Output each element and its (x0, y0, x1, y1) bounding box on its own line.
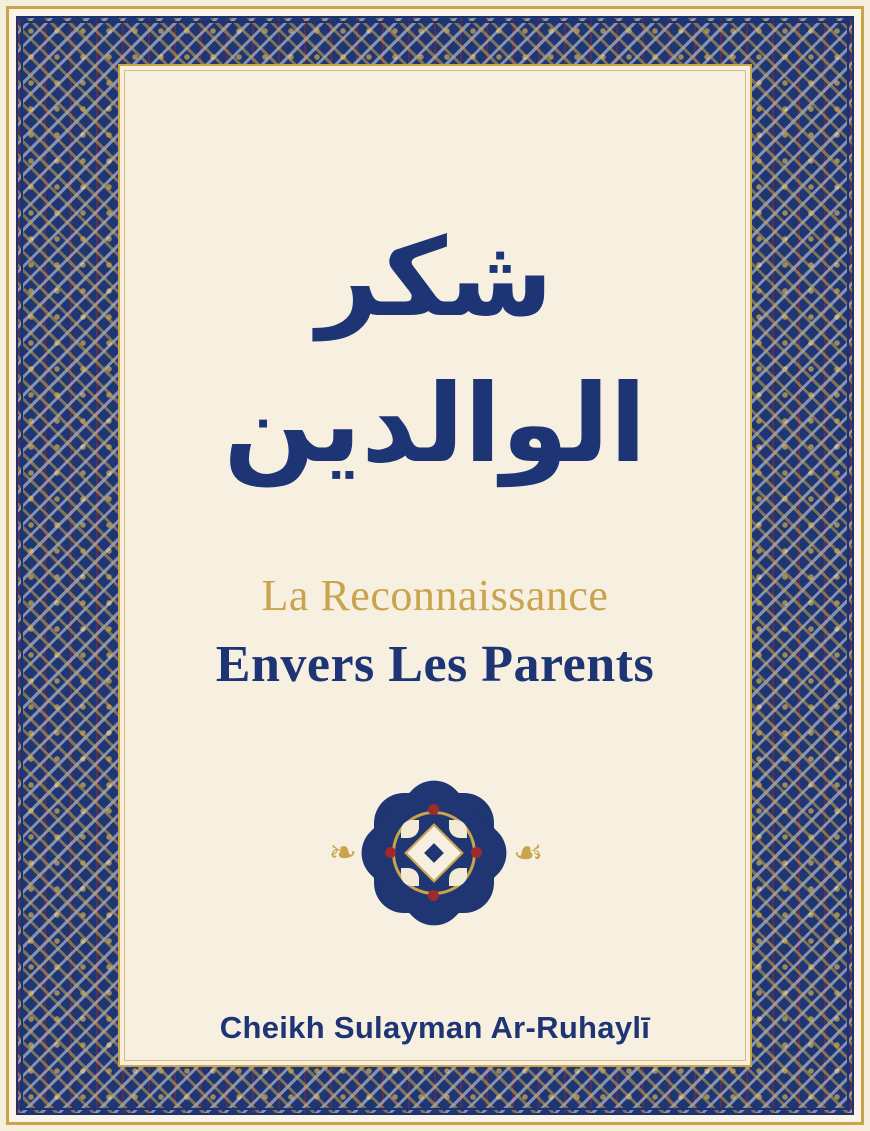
arabic-title: شكر الوالدين (223, 216, 647, 487)
subtitle-gold: La Reconnaissance (261, 570, 609, 620)
main-title: Envers Les Parents (215, 635, 655, 693)
title-block (120, 570, 750, 694)
rosette-dot-left (385, 847, 396, 858)
flourish-left-icon: ❧ (328, 832, 355, 873)
cover-content (120, 66, 750, 1065)
rosette-dot-top (428, 804, 439, 815)
rosette-dot-bottom (428, 890, 439, 901)
rosette-icon (361, 780, 507, 926)
flourish-right-icon: ☙ (513, 832, 542, 873)
cover-inner-panel (118, 64, 752, 1067)
rosette-dot-right (471, 847, 482, 858)
center-ornament (120, 780, 750, 926)
author-name: Cheikh Sulayman Ar-Ruhaylī (219, 1009, 651, 1045)
